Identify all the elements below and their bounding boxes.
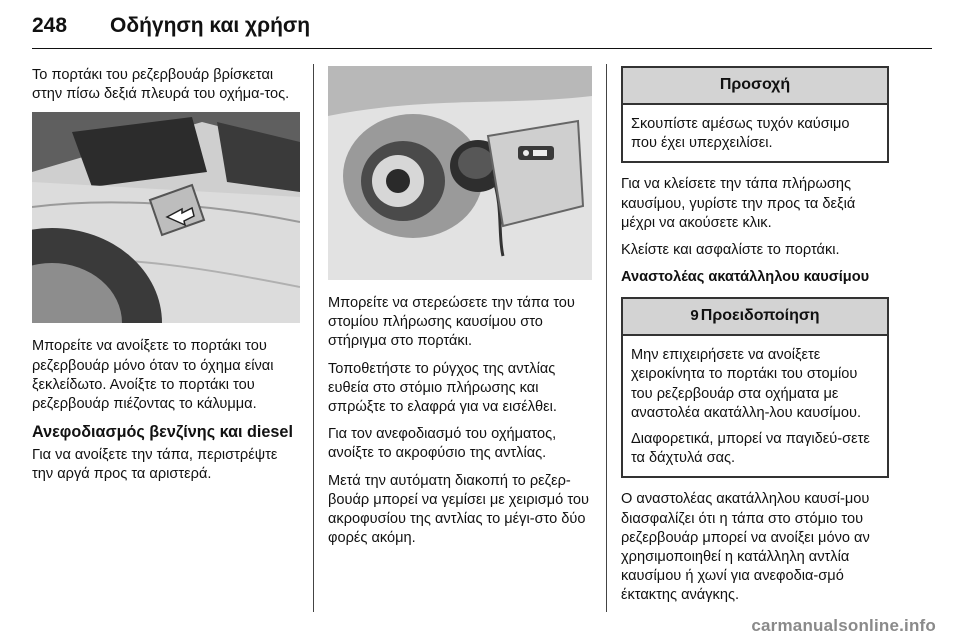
page-header bbox=[32, 14, 928, 56]
fuel-cap-figure bbox=[328, 66, 592, 280]
warning-text-2: Διαφορετικά, μπορεί να παγιδεύ-σετε τα δάχτυλά σας. bbox=[631, 431, 870, 467]
auto-stop-paragraph: Μετά την αυτόματη διακοπή το ρεζερ-βουάρ μπορεί να γεμίσει με χειρισμό του ακροφυσίου της αντλίας το μέγι-στο δύο φορές ακόμη. bbox=[328, 472, 589, 547]
watermark: carmanualsonline.info bbox=[751, 616, 936, 635]
caution-text: Σκουπίστε αμέσως τυχόν καύσιμο που έχει υπερχειλίσει. bbox=[631, 116, 850, 152]
warning-title-bar bbox=[623, 299, 887, 336]
unlock-paragraph: Μπορείτε να ανοίξετε το πορτάκι του ρεζερβουάρ μόνο όταν το όχημα είναι ξεκλείδωτο. Ανοίξτε το πορτάκι του ρεζερβουάρ πιέζοντας το κάλυμμα. bbox=[32, 338, 274, 413]
caution-title: Προσοχή bbox=[623, 68, 887, 105]
refuel-heading: Ανεφοδιασμός βενζίνης και diesel bbox=[32, 423, 293, 442]
close-cap-paragraph: Για να κλείσετε την τάπα πλήρωσης καυσίμου, γυρίστε την προς τα δεξιά μέχρι να ακούσετε κλικ. bbox=[621, 176, 856, 231]
column-divider-1 bbox=[313, 64, 314, 612]
close-door-paragraph: Κλείστε και ασφαλίστε το πορτάκι. bbox=[621, 242, 840, 259]
nozzle-paragraph: Τοποθετήστε το ρύγχος της αντλίας ευθεία στο στόμιο πλήρωσης και σπρώξτε το ελαφρά για να εισέλθει. bbox=[328, 360, 557, 416]
caution-box bbox=[621, 66, 889, 163]
refuel-paragraph: Για τον ανεφοδιασμό του οχήματος, ανοίξτε το ακροφύσιο της αντλίας. bbox=[328, 426, 557, 462]
secure-cap-paragraph: Μπορείτε να στερεώσετε την τάπα του στομίου πλήρωσης καυσίμου στο στήριγμα στο πορτάκι. bbox=[328, 295, 575, 350]
column-divider-2 bbox=[606, 64, 607, 612]
warning-icon: 9 bbox=[690, 307, 699, 325]
open-cap-paragraph: Για να ανοίξετε την τάπα, περιστρέψτε την αργά προς τα αριστερά. bbox=[32, 447, 278, 483]
intro-paragraph: Το πορτάκι του ρεζερβουάρ βρίσκεται στην πίσω δεξιά πλευρά του οχήμα-τος. bbox=[32, 67, 290, 103]
car-fuel-door-figure bbox=[32, 112, 300, 323]
column-2 bbox=[328, 66, 592, 556]
column-3 bbox=[621, 66, 889, 614]
page-number: 248 bbox=[32, 14, 68, 37]
warning-box bbox=[621, 297, 889, 478]
warning-title: Προειδοποίηση bbox=[700, 307, 820, 325]
header-rule bbox=[32, 48, 932, 49]
column-1 bbox=[32, 66, 300, 493]
warning-text-1: Μην επιχειρήσετε να ανοίξετε χειροκίνητα το πορτάκι του στομίου του ρεζερβουάρ στα οχήματα με αναστολέα ακατάλλη-λου καυσίμου. bbox=[631, 347, 862, 421]
inhibitor-heading: Αναστολέας ακατάλληλου καυσίμου bbox=[621, 269, 870, 286]
inhibitor-paragraph: Ο αναστολέας ακατάλληλου καυσί-μου διασφαλίζει ότι η τάπα στο στόμιο του ρεζερβουάρ μπορεί να ανοίξει μόνο αν χρησιμοποιηθεί η κατάλληλη αντλία καυσίμου ή χωνί για ανεφοδια-σμό έκτακτης ανάγκης. bbox=[621, 491, 870, 604]
chapter-title: Οδήγηση και χρήση bbox=[110, 14, 311, 37]
